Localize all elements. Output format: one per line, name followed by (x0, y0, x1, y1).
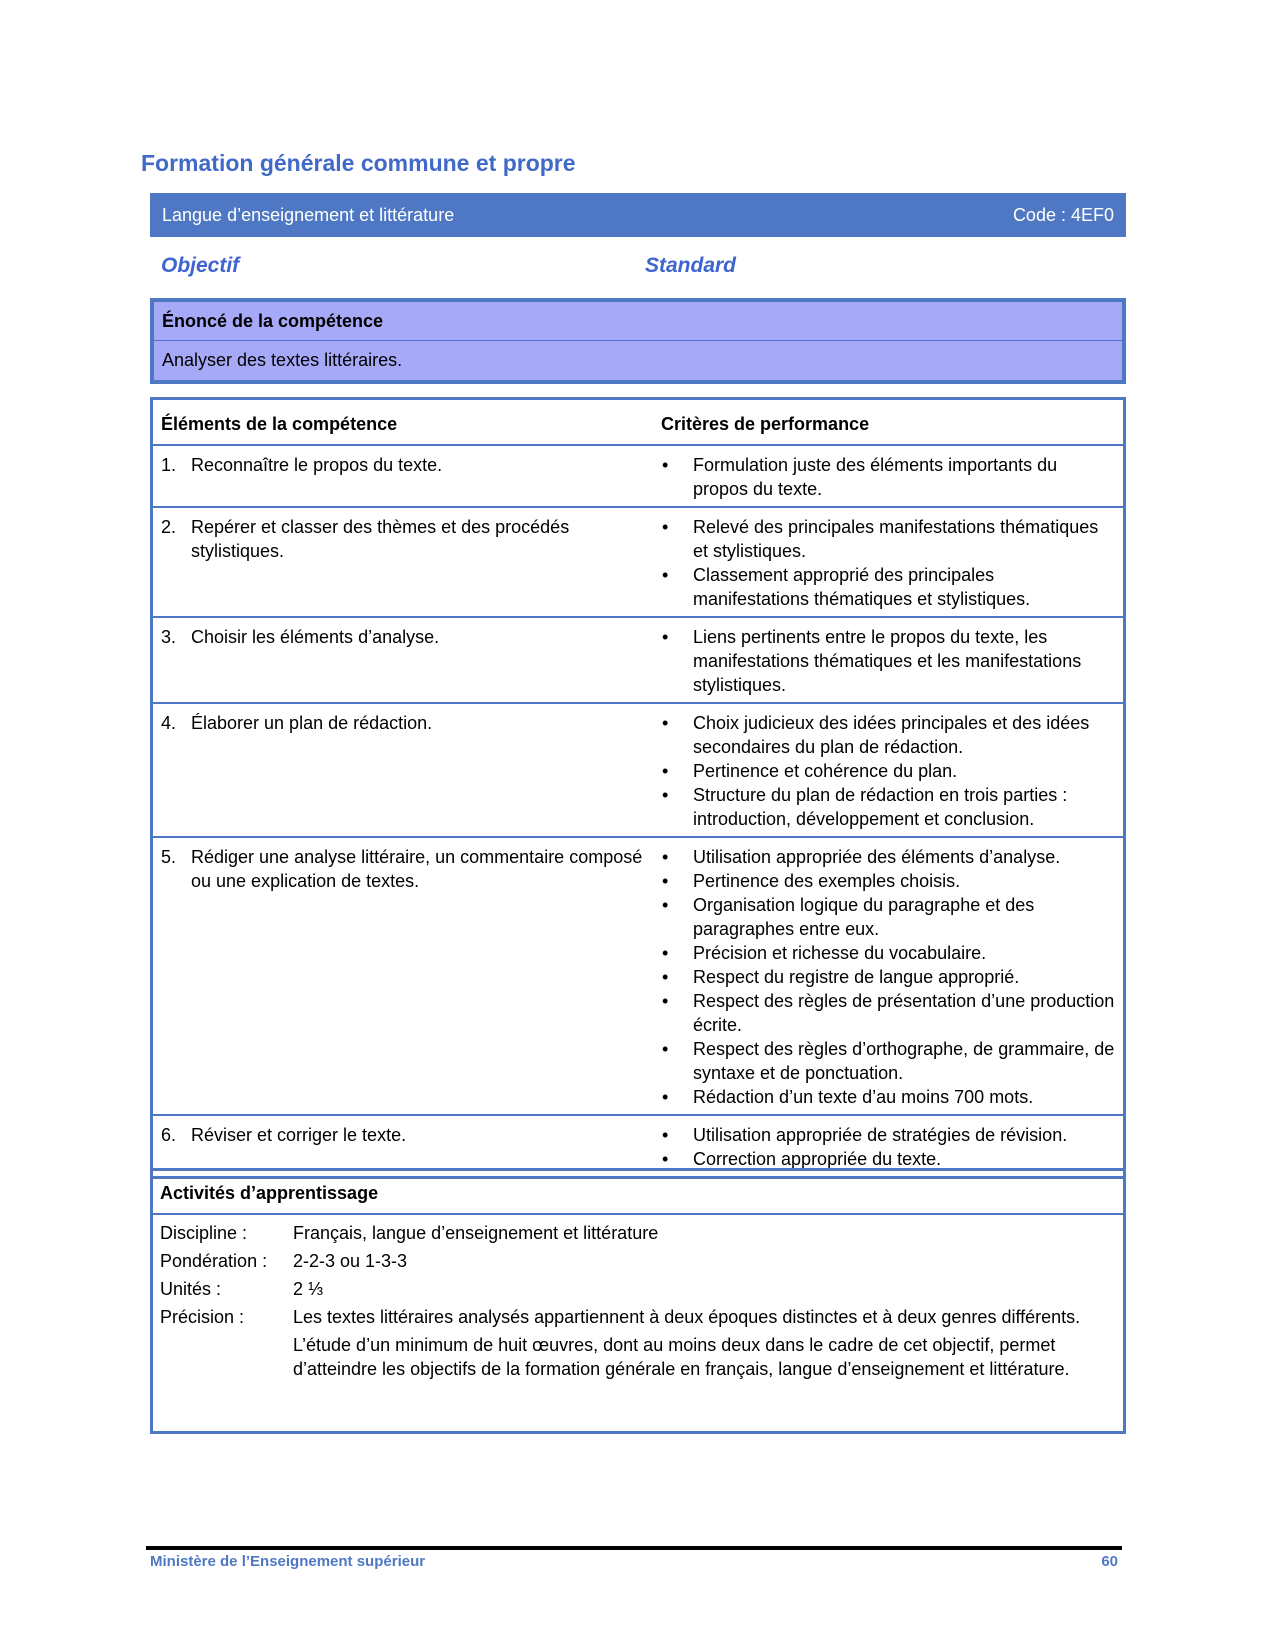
table-row (152, 703, 1125, 837)
element-item (161, 1123, 645, 1147)
criterion-item: • Précision et richesse du vocabulaire. (661, 941, 1115, 965)
criterion-item: • Formulation juste des éléments importants du propos du texte. (661, 453, 1115, 501)
element-number: 4. (161, 713, 177, 733)
table-body (152, 445, 1125, 1178)
course-code: Code : 4EF0 (1012, 204, 1114, 225)
element-item (161, 515, 645, 563)
element-item (161, 845, 645, 893)
element-text: Repérer et classer des thèmes et des procédés stylistiques. (191, 517, 570, 561)
criterion-item: • Relevé des principales manifestations thématiques et stylistiques. (661, 515, 1115, 563)
criterion-item: • Liens pertinents entre le propos du texte, les manifestations thématiques et les manifestations stylistiques. (661, 625, 1115, 697)
element-cell (152, 837, 654, 1115)
precision-row (160, 1305, 1116, 1385)
criterion-item: • Classement approprié des principales manifestations thématiques et stylistiques. (661, 563, 1115, 611)
objective-heading: Objectif (161, 254, 240, 277)
criteria-list (661, 711, 1115, 831)
criterion-item: • Organisation logique du paragraphe et des paragraphes entre eux. (661, 893, 1115, 941)
discipline-label: Discipline : (160, 1223, 248, 1243)
criteria-cell (653, 507, 1125, 617)
objective-standard-headings (161, 254, 1126, 284)
learning-activities-box (150, 1168, 1126, 1434)
precision-label: Précision : (160, 1307, 245, 1327)
element-cell (152, 507, 654, 617)
criterion-item: • Respect des règles d’orthographe, de grammaire, de syntaxe et de ponctuation. (661, 1037, 1115, 1085)
criteria-list (661, 1123, 1115, 1171)
element-item (161, 625, 645, 649)
criterion-item: • Choix judicieux des idées principales et des idées secondaires du plan de rédaction. (661, 711, 1115, 759)
precision-paragraph: Les textes littéraires analysés appartiennent à deux époques distinctes et à deux genres différents. (293, 1307, 1081, 1327)
units-row (160, 1277, 1116, 1301)
element-number: 5. (161, 847, 177, 867)
discipline-name: Langue d’enseignement et littérature (162, 204, 455, 225)
criteria-column-header: Critères de performance (653, 399, 1125, 446)
weighting-row (160, 1249, 1116, 1273)
criterion-item: • Pertinence des exemples choisis. (661, 869, 1115, 893)
standard-heading: Standard (645, 254, 737, 277)
table-row (152, 445, 1125, 507)
element-number: 6. (161, 1125, 177, 1145)
page-footer (150, 1553, 1118, 1570)
element-cell (152, 703, 654, 837)
criterion-item: • Rédaction d’un texte d’au moins 700 mots. (661, 1085, 1115, 1109)
criterion-item: • Utilisation appropriée de stratégies de révision. (661, 1123, 1115, 1147)
weighting-value: 2-2-3 ou 1-3-3 (293, 1251, 408, 1271)
element-text: Choisir les éléments d’analyse. (191, 627, 440, 647)
criteria-list (661, 453, 1115, 501)
elements-criteria-table (150, 397, 1126, 1179)
footer-ministry: Ministère de l’Enseignement supérieur (150, 1553, 426, 1570)
weighting-label: Pondération : (160, 1251, 268, 1271)
discipline-value: Français, langue d’enseignement et littérature (293, 1223, 659, 1243)
activities-body (153, 1215, 1123, 1385)
page-number: 60 (1101, 1553, 1118, 1570)
criterion-item: • Structure du plan de rédaction en trois parties : introduction, développement et conclusion. (661, 783, 1115, 831)
element-number: 3. (161, 627, 177, 647)
footer-divider (146, 1546, 1122, 1550)
competence-statement-box (150, 298, 1126, 384)
table-row (152, 837, 1125, 1115)
criteria-list (661, 845, 1115, 1109)
criterion-item: • Respect du registre de langue approprié. (661, 965, 1115, 989)
discipline-title-bar (150, 193, 1126, 237)
element-text: Rédiger une analyse littéraire, un commentaire composé ou une explication de textes. (191, 847, 643, 891)
criteria-list (661, 515, 1115, 611)
element-number: 2. (161, 517, 177, 537)
criteria-cell (653, 617, 1125, 703)
criterion-item: • Correction appropriée du texte. (661, 1147, 1115, 1171)
element-item (161, 711, 645, 735)
competence-statement: Analyser des textes littéraires. (162, 350, 403, 370)
criterion-item: • Pertinence et cohérence du plan. (661, 759, 1115, 783)
criteria-cell (653, 445, 1125, 507)
criteria-cell (653, 837, 1125, 1115)
element-cell (152, 617, 654, 703)
criterion-item: • Utilisation appropriée des éléments d’analyse. (661, 845, 1115, 869)
table-row (152, 617, 1125, 703)
criteria-cell (653, 703, 1125, 837)
table-header-row (152, 399, 1125, 446)
element-text: Réviser et corriger le texte. (191, 1125, 407, 1145)
element-text: Élaborer un plan de rédaction. (191, 713, 433, 733)
precision-value (293, 1305, 1116, 1385)
elements-column-header: Éléments de la compétence (152, 399, 654, 446)
criteria-list (661, 625, 1115, 697)
precision-paragraph: L’étude d’un minimum de huit œuvres, dont au moins deux dans le cadre de cet objectif, permet d’atteindre les objectifs de la formation générale en français, langue d’enseignement et littérature. (293, 1335, 1070, 1379)
discipline-row (160, 1221, 1116, 1245)
criterion-item: • Respect des règles de présentation d’une production écrite. (661, 989, 1115, 1037)
table-row (152, 507, 1125, 617)
competence-heading: Énoncé de la compétence (154, 302, 1122, 341)
element-item (161, 453, 645, 477)
element-number: 1. (161, 455, 177, 475)
element-cell (152, 445, 654, 507)
page-title: Formation générale commune et propre (141, 150, 576, 176)
activities-heading: Activités d’apprentissage (153, 1171, 1123, 1215)
units-value: 2 ⅓ (293, 1279, 324, 1299)
units-label: Unités : (160, 1279, 222, 1299)
element-text: Reconnaître le propos du texte. (191, 455, 443, 475)
